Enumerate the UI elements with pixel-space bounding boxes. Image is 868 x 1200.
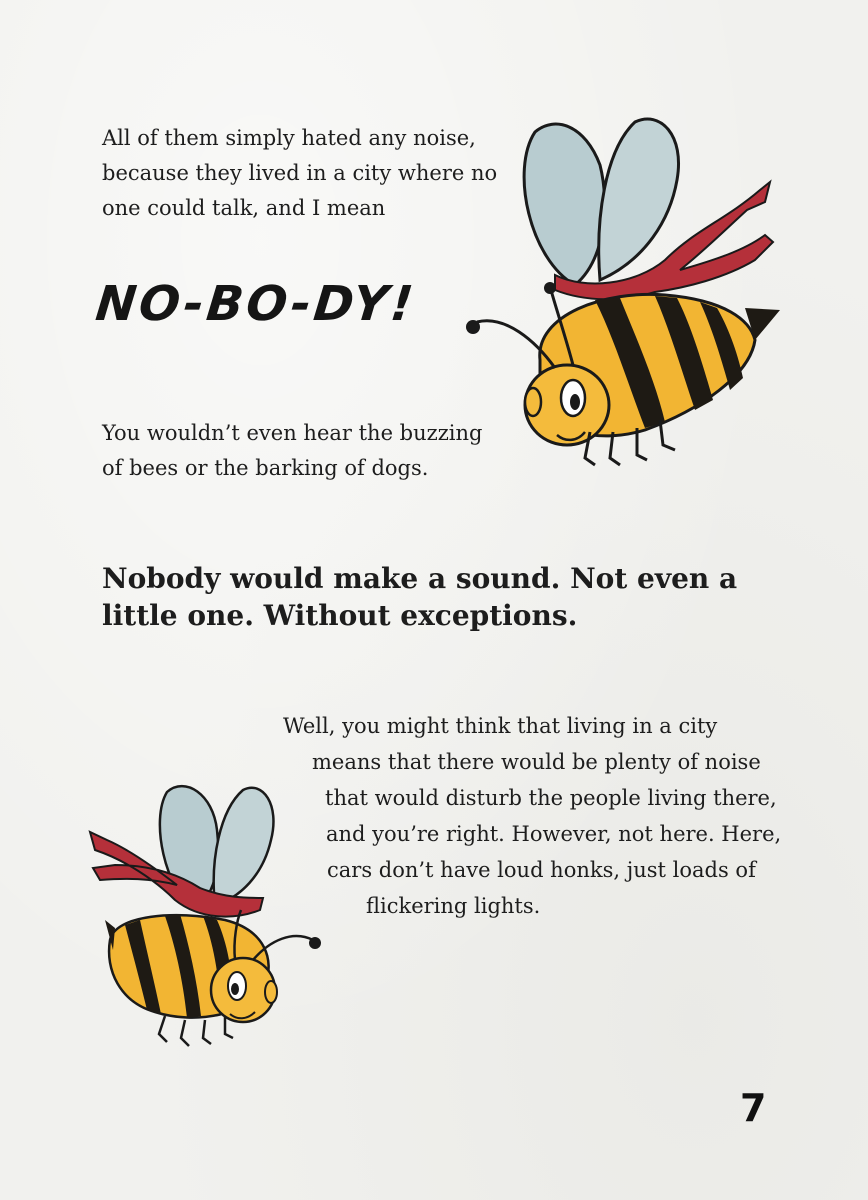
text-line: one could talk, and I mean (102, 196, 386, 220)
text-line: and you’re right. However, not here. Here, (326, 822, 782, 846)
text-line: of bees or the barking of dogs. (102, 456, 429, 480)
text-line: You wouldn’t even hear the buzzing (102, 421, 483, 445)
text-line: cars don’t have loud honks, just loads of (327, 858, 756, 882)
text-line: All of them simply hated any noise, (102, 126, 476, 150)
text-line: flickering lights. (366, 894, 541, 918)
text-line: because they lived in a city where no (102, 161, 498, 185)
text-line: Nobody would make a sound. Not even a (102, 562, 738, 595)
middle-paragraph (102, 416, 482, 486)
top-bee-illustration (455, 110, 785, 485)
text-line: Well, you might think that living in a city (283, 714, 718, 738)
text-line: that would disturb the people living there, (325, 786, 777, 810)
text-line: little one. Without exceptions. (102, 599, 578, 632)
intro-paragraph (102, 121, 497, 226)
nobody-shout-heading: NO-BO-DY! (93, 276, 419, 332)
emphasis-paragraph (102, 560, 737, 634)
page-number: 7 (740, 1086, 767, 1130)
bottom-bee-illustration (85, 780, 325, 1055)
text-line: means that there would be plenty of noise (312, 750, 761, 774)
